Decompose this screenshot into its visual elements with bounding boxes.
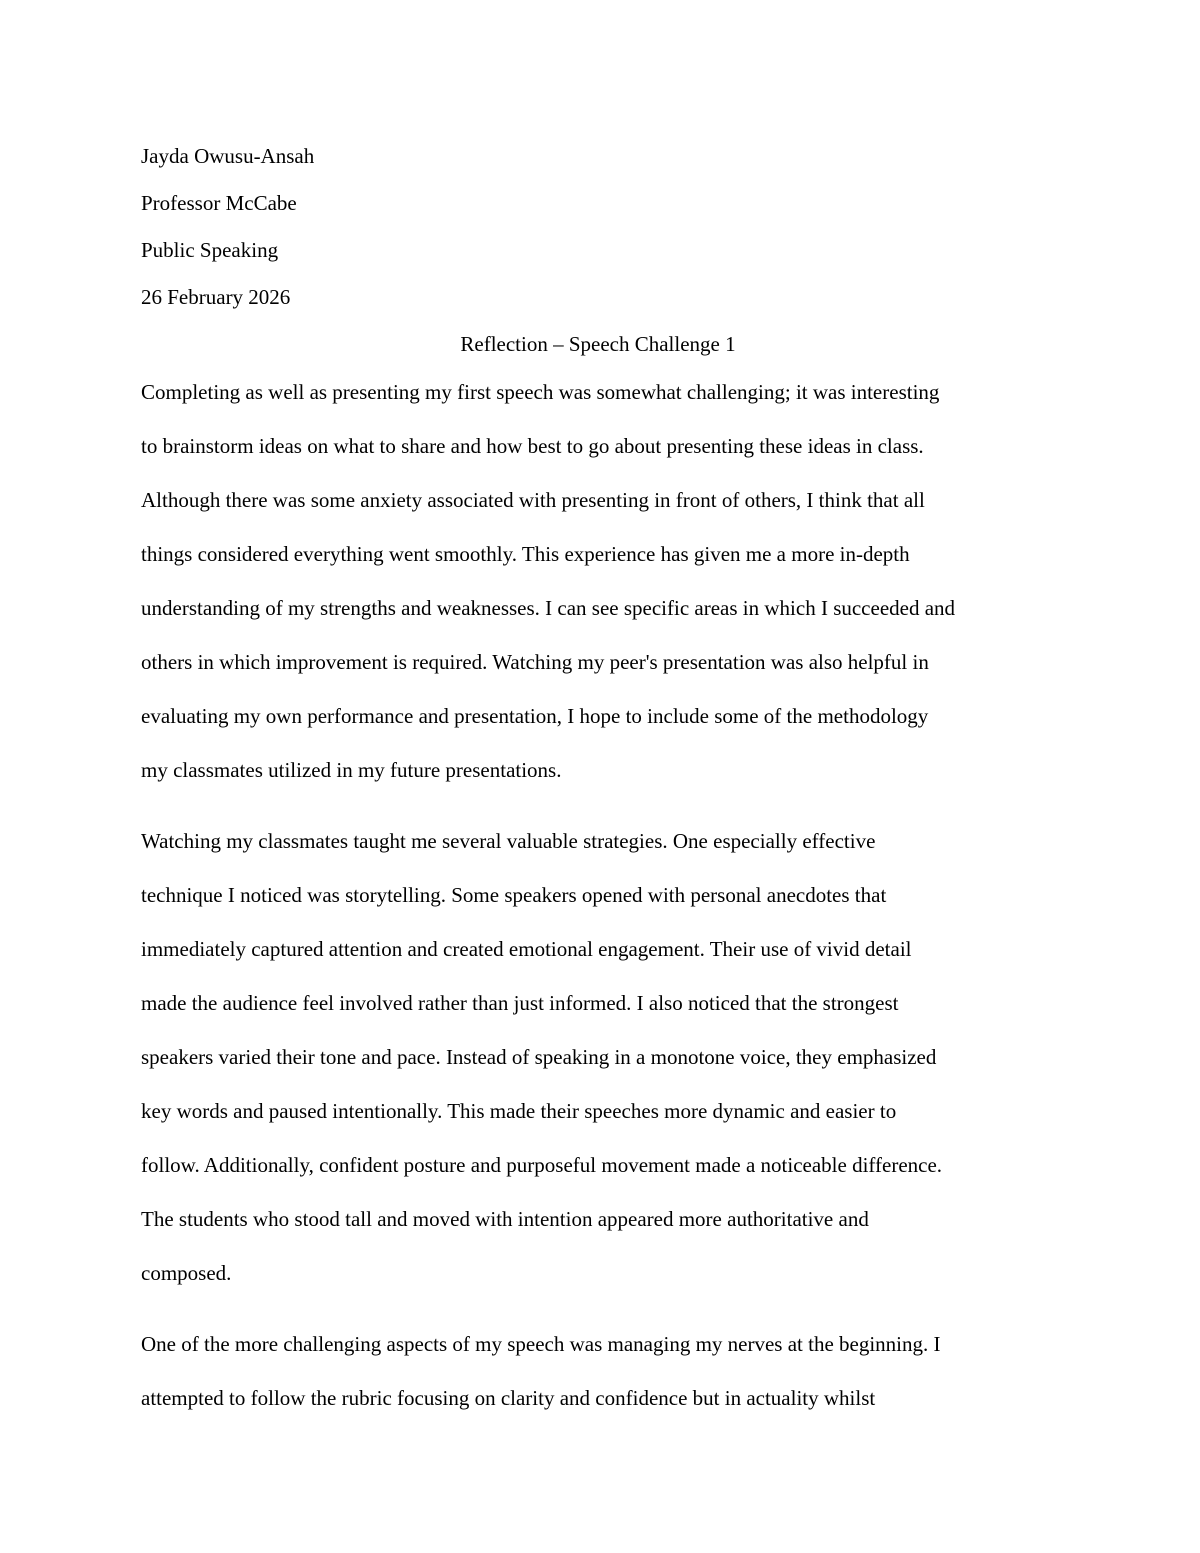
paragraph-2-line: Watching my classmates taught me several valuable strategies. One especially effective [141, 829, 876, 853]
paragraph-2-line: immediately captured attention and created emotional engagement. Their use of vivid detail [141, 937, 912, 961]
document-title: Reflection – Speech Challenge 1 [460, 332, 736, 356]
paragraph-1-line: Completing as well as presenting my first speech was somewhat challenging; it was interesting [141, 380, 940, 404]
paragraph-2-line: The students who stood tall and moved with intention appeared more authoritative and [141, 1207, 869, 1231]
paragraph-2-line: made the audience feel involved rather than just informed. I also noticed that the strongest [141, 991, 899, 1015]
paragraph-2-line: speakers varied their tone and pace. Instead of speaking in a monotone voice, they emphasized [141, 1045, 937, 1069]
paragraph-2-line: technique I noticed was storytelling. Some speakers opened with personal anecdotes that [141, 883, 887, 907]
paragraph-1-line: others in which improvement is required. Watching my peer's presentation was also helpful in [141, 650, 929, 674]
paragraph-2-line: key words and paused intentionally. This made their speeches more dynamic and easier to [141, 1099, 897, 1123]
paragraph-1-line: to brainstorm ideas on what to share and how best to go about presenting these ideas in class. [141, 434, 924, 458]
paragraph-1-line: my classmates utilized in my future presentations. [141, 758, 562, 782]
document-date: 26 February 2026 [141, 285, 291, 309]
paragraph-2-line: composed. [141, 1261, 232, 1285]
paragraph-2-line: follow. Additionally, confident posture and purposeful movement made a noticeable difference. [141, 1153, 943, 1177]
paragraph-3-line: attempted to follow the rubric focusing on clarity and confidence but in actuality whilst [141, 1386, 876, 1410]
student-name: Jayda Owusu-Ansah [141, 144, 315, 168]
paragraph-1-line: Although there was some anxiety associated with presenting in front of others, I think that all [141, 488, 925, 512]
paragraph-1-line: evaluating my own performance and presentation, I hope to include some of the methodology [141, 704, 929, 728]
paragraph-1-line: things considered everything went smoothly. This experience has given me a more in-depth [141, 542, 910, 566]
professor-name: Professor McCabe [141, 191, 297, 215]
paragraph-1-line: understanding of my strengths and weaknesses. I can see specific areas in which I succeeded and [141, 596, 956, 620]
paragraph-3-line: One of the more challenging aspects of my speech was managing my nerves at the beginning. I [141, 1332, 941, 1356]
course-name: Public Speaking [141, 238, 279, 262]
